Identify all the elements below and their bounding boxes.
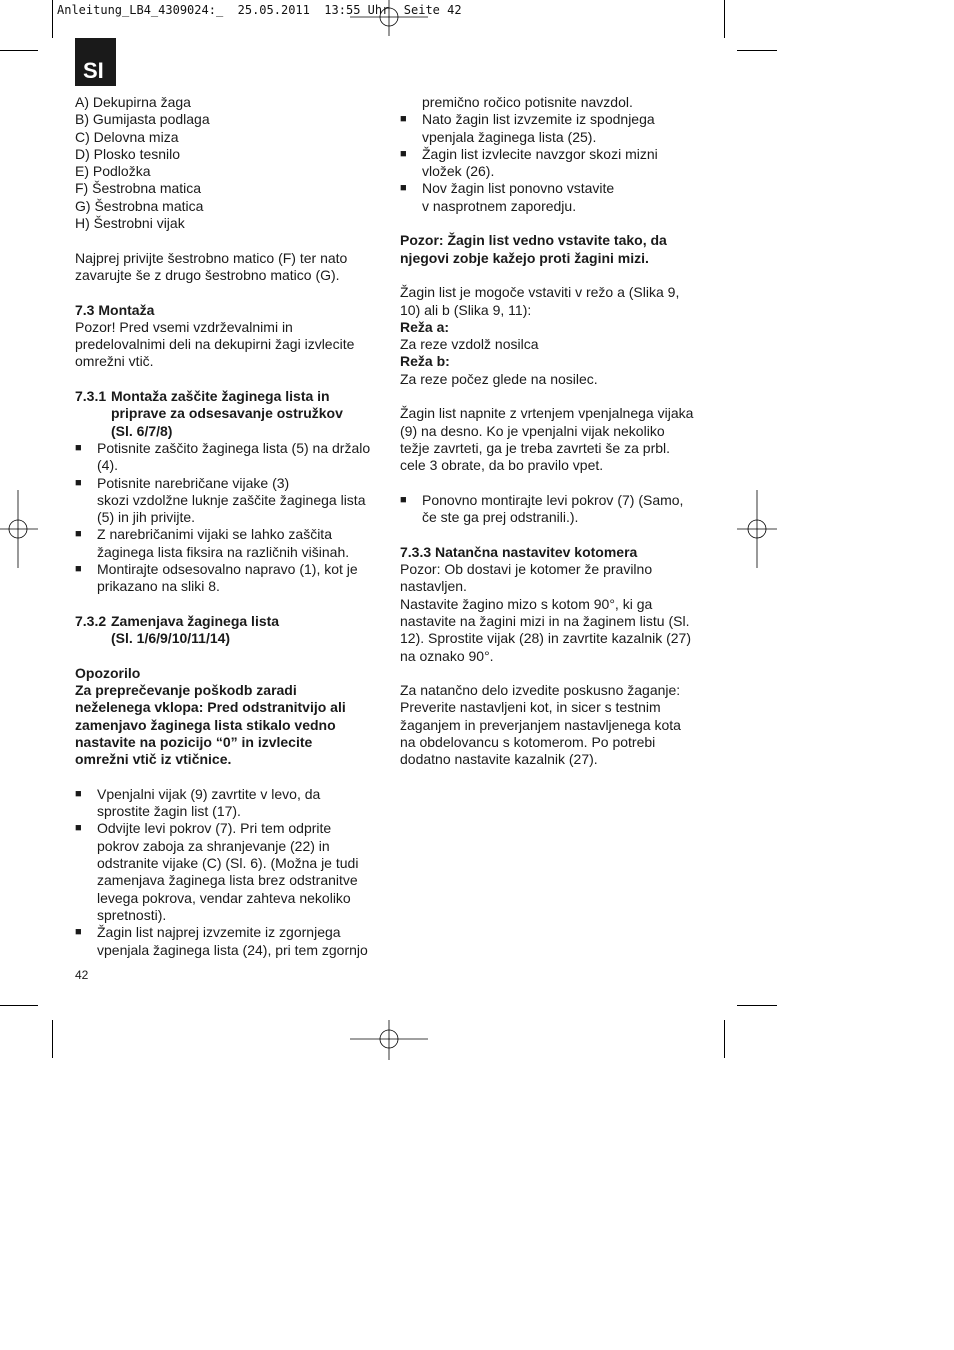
list-item: ■ Nato žagin list izvzemite iz spodnjega vpenjala žaginega lista (25). [400,111,705,146]
list-item: ■ Potisnite zaščito žaginega lista (5) na držalo (4). [75,440,380,475]
section-title-7-3-1: 7.3.1 Montaža zaščite žaginega lista in priprave za odsesavanje ostružkov (Sl. 6/7/8) [75,388,343,439]
section-number: 7.3.2 [75,612,107,629]
crop-mark [724,0,725,38]
crop-mark [0,1005,38,1006]
list-item: ■ Nov žagin list ponovno vstavite v nasprotnem zaporedju. [400,180,705,215]
parts-item: A) Dekupirna žaga [75,94,191,110]
page-number: 42 [75,968,89,982]
caution-line: Pozor: Žagin list vedno vstavite tako, da [400,232,667,249]
body-line: Nastavite žagino mizo s kotom 90°, ki ga [400,595,653,612]
slot-a-label: Reža a: [400,318,450,335]
caution-line: njegovi zobje kažejo proti žagini mizi. [400,249,649,266]
crop-mark [737,50,777,51]
list-item: ■ Odvijte levi pokrov (7). Pri tem odprite pokrov zaboja za shranjevanje (22) in odstranite vijake (C) (Sl. 6). (Možna je tudi zamenjava žaginega lista brez odstranitve levega pokrova, vendar zahteva nekoliko spretnosti). [75,820,380,924]
parts-item: C) Delovna miza [75,128,179,145]
crop-mark [737,1005,777,1006]
intro-line: Najprej privijte šestrobno matico (F) ter nato [75,249,348,266]
slot-b-text: Za reze počez glede na nosilec. [400,370,598,387]
body-line: žaganjem in preverjanjem nastavljenega kota [400,716,681,733]
body-line: (9) na desno. Ko je vpenjalni vijak nekoliko [400,422,665,439]
warning-line: neželenega vklopa: Pred odstranitvijo ali [75,699,346,716]
body-line: na oznako 90°. [400,647,494,664]
warning-line: nastavite na pozicijo “0” in izvlecite [75,733,313,750]
right-column [400,94,705,769]
body-line: nastavljen. [400,578,467,595]
slot-b-label: Reža b: [400,353,450,370]
body-line: Pozor! Pred vsemi vzdrževalnimi in [75,318,293,335]
list-item: ■ Žagin list najprej izvzemite iz zgornjega vpenjala žaginega lista (24), pri tem zgornjo [75,924,380,959]
list-item: ■ Žagin list izvlecite navzgor skozi mizni vložek (26). [400,146,705,181]
registration-mark-icon [0,490,38,568]
body-line: Za natančno delo izvedite poskusno žaganje: [400,682,681,699]
crop-mark [52,0,53,38]
parts-item: G) Šestrobna matica [75,197,204,214]
intro-line: zavarujte še z drugo šestrobno matico (G). [75,266,340,283]
list-item-continuation: premično ročico potisnite navzdol. [422,94,633,110]
list-item: ■ Montirajte odsesovalno napravo (1), kot je prikazano na sliki 8. [75,561,380,596]
list-item: ■ Vpenjalni vijak (9) zavrtite v levo, da sprostite žagin list (17). [75,786,380,821]
body-line: omrežni vtič. [75,353,154,370]
registration-mark-icon [737,490,777,568]
body-line: predelovalnimi deli na dekupirni žagi izvlecite [75,336,355,353]
section-number: 7.3.1 [75,388,107,405]
warning-title: Opozorilo [75,664,141,681]
list-item: ■ Ponovno montirajte levi pokrov (7) (Samo, če ste ga prej odstranili.). [400,492,705,527]
warning-line: omrežni vtič iz vtičnice. [75,751,232,768]
warning-line: Za preprečevanje poškodb zaradi [75,682,297,699]
left-column [75,94,380,959]
body-line: Žagin list napnite z vrtenjem vpenjalnega vijaka [400,405,694,422]
body-line: Preverite nastavljeni kot, in sicer s testnim [400,699,661,716]
parts-item: E) Podložka [75,163,151,180]
parts-item: F) Šestrobna matica [75,180,202,197]
list-item: ■ Potisnite narebričane vijake (3) skozi vzdolžne luknje zaščite žaginega lista (5) in jih privijte. [75,475,380,527]
list-item: ■ Z narebričanimi vijaki se lahko zaščita žaginega lista fiksira na različnih višinah. [75,526,380,561]
section-title-7-3-2: 7.3.2 Zamenjava žaginega lista (Sl. 1/6/9/10/11/14) [75,612,280,647]
section-title-7-3: 7.3 Montaža [75,301,155,318]
body-line: na obdelovancu s kotomerom. Po potrebi [400,733,656,750]
body-line: 12). Sprostite vijak (28) in zavrtite kazalnik (27) [400,630,691,647]
body-line: težje zavrteti, ga je treba zavrteti še za prbl. [400,439,671,456]
body-line: Žagin list je mogoče vstaviti v režo a (Slika 9, [400,284,680,301]
slot-a-text: Za reze vzdolž nosilca [400,336,539,353]
body-line: nastavite na žagini mizi in na žaginem listu (Sl. [400,612,690,629]
body-line: Pozor: Ob dostavi je kotomer že pravilno [400,561,653,578]
parts-item: H) Šestrobni vijak [75,215,185,232]
language-badge [75,38,116,86]
body-line: cele 3 obrate, da bo pravilo vpet. [400,457,604,474]
language-code: SI [83,58,104,83]
parts-item: B) Gumijasta podlaga [75,111,210,128]
parts-item: D) Plosko tesnilo [75,145,181,162]
section-title-7-3-3: 7.3.3 Natančna nastavitev kotomera [400,543,638,560]
crop-mark [52,1020,53,1058]
body-line: dodatno nastavite kazalnik (27). [400,751,598,768]
crop-mark [724,1020,725,1058]
registration-mark-icon [350,1020,428,1060]
crop-mark [0,50,38,51]
body-line: 10) ali b (Slika 9, 11): [400,301,532,318]
print-header: Anleitung_LB4_4309024:_ 25.05.2011 13:55 Uhr Seite 42 [57,3,462,17]
warning-line: zamenjavo žaginega lista stikalo vedno [75,716,336,733]
